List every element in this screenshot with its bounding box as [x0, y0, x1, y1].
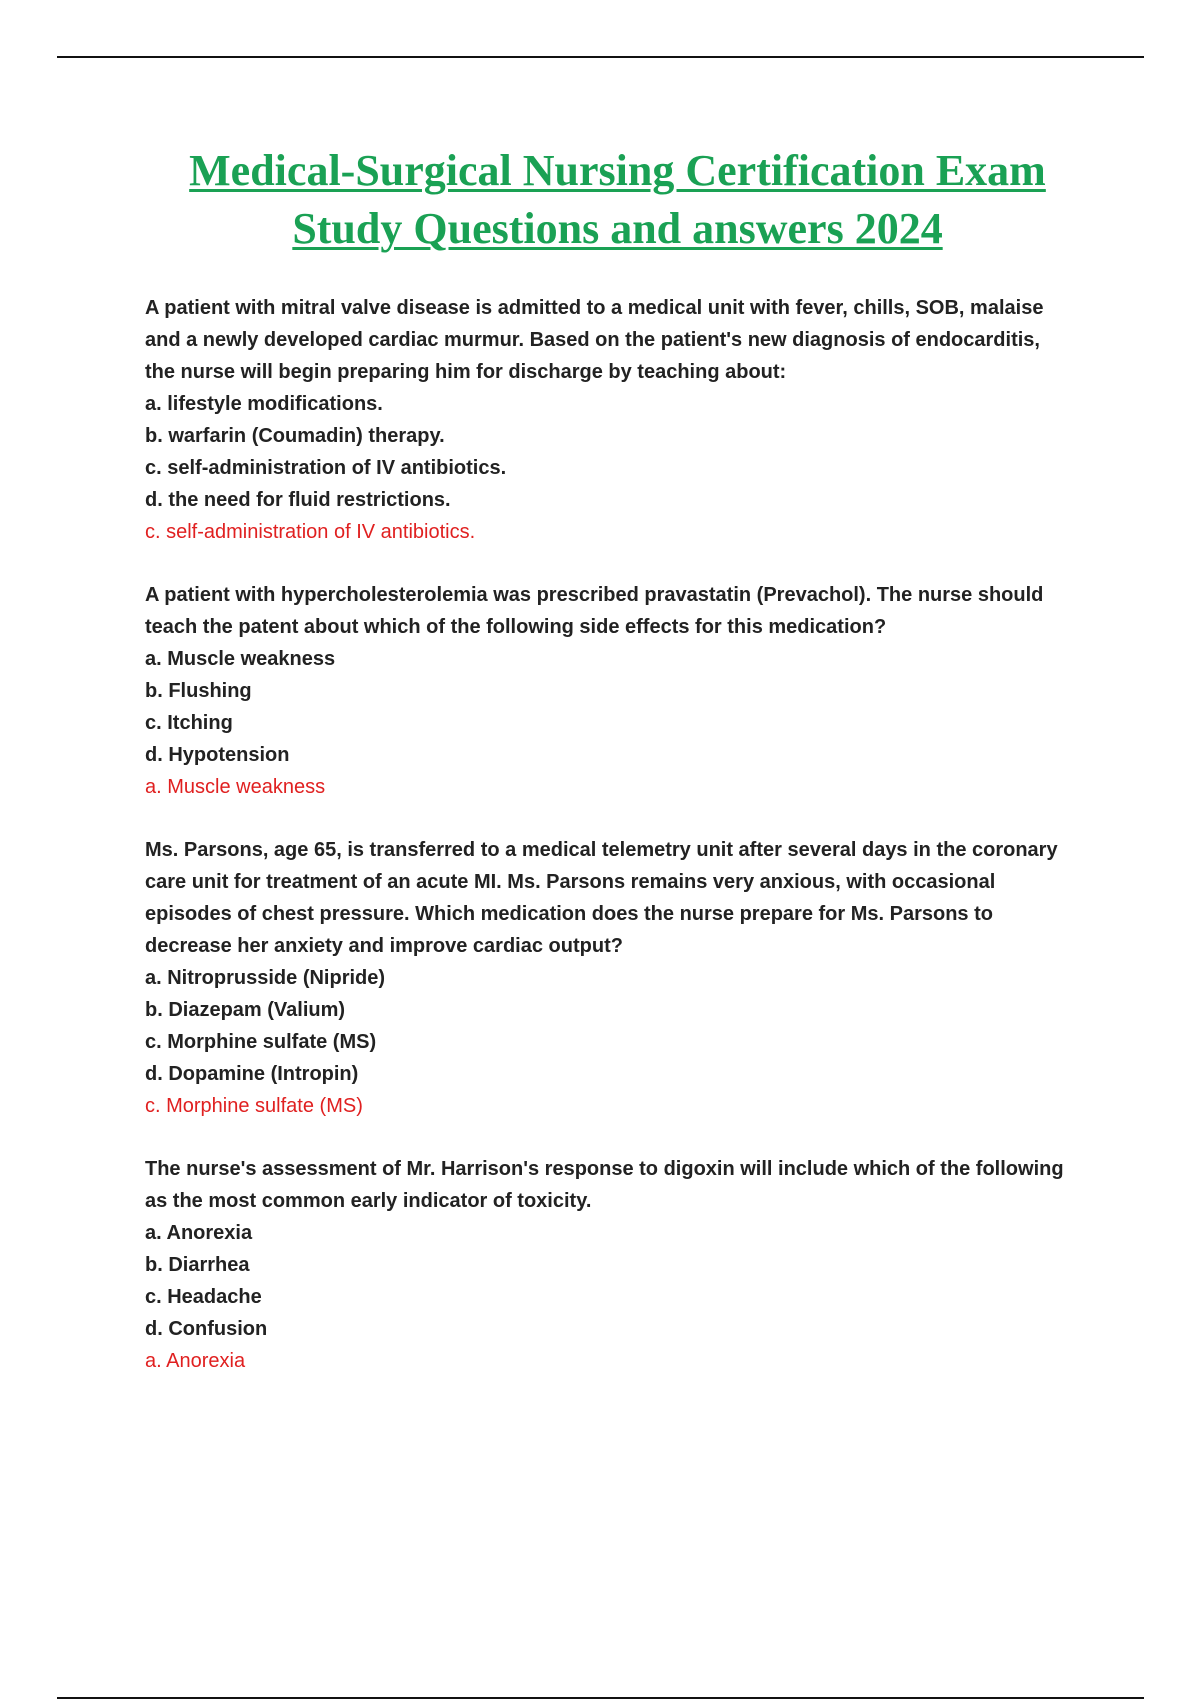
answer-text: a. Anorexia — [145, 1350, 246, 1372]
option-d: d. the need for fluid restrictions. — [145, 489, 451, 511]
question-list — [145, 292, 1065, 1408]
option-a: a. lifestyle modifications. — [145, 393, 383, 415]
option-c: c. Morphine sulfate (MS) — [145, 1031, 377, 1053]
answer-text: c. self-administration of IV antibiotics. — [145, 521, 476, 543]
question-block-3 — [145, 834, 1065, 1122]
option-b: b. warfarin (Coumadin) therapy. — [145, 425, 445, 447]
option-a: a. Nitroprusside (Nipride) — [145, 967, 386, 989]
question-block-4 — [145, 1153, 1065, 1377]
option-b: b. Diazepam (Valium) — [145, 999, 346, 1021]
option-d: d. Hypotension — [145, 744, 290, 766]
option-b: b. Diarrhea — [145, 1254, 250, 1276]
question-text: The nurse's assessment of Mr. Harrison's response to digoxin will include which of the following as the most common early indicator of toxicity. — [145, 1158, 1064, 1212]
option-list — [145, 962, 1065, 1090]
option-c: c. Itching — [145, 712, 233, 734]
question-text: A patient with hypercholesterolemia was prescribed pravastatin (Prevachol). The nurse should teach the patent about which of the following side effects for this medication? — [145, 584, 1044, 638]
option-list — [145, 643, 1065, 771]
question-text: Ms. Parsons, age 65, is transferred to a medical telemetry unit after several days in the coronary care unit for treatment of an acute MI. Ms. Parsons remains very anxious, with occasional episodes of chest pressure. Which medication does the nurse prepare for Ms. Parsons to decrease her anxiety and improve cardiac output? — [145, 839, 1058, 957]
top-rule — [57, 56, 1144, 58]
question-block-1 — [145, 292, 1065, 548]
option-a: a. Muscle weakness — [145, 648, 336, 670]
option-b: b. Flushing — [145, 680, 252, 702]
option-d: d. Dopamine (Intropin) — [145, 1063, 359, 1085]
option-c: c. Headache — [145, 1286, 262, 1308]
question-text: A patient with mitral valve disease is admitted to a medical unit with fever, chills, SOB, malaise and a newly developed cardiac murmur. Based on the patient's new diagnosis of endocarditis, the nurse will begin preparing him for discharge by teaching about: — [145, 297, 1044, 383]
bottom-rule — [57, 1697, 1144, 1699]
option-list — [145, 1217, 1065, 1345]
document-title — [120, 142, 1115, 258]
title-line-1: Medical-Surgical Nursing Certification Exam — [189, 146, 1046, 195]
question-block-2 — [145, 579, 1065, 803]
option-d: d. Confusion — [145, 1318, 268, 1340]
answer-text: a. Muscle weakness — [145, 776, 326, 798]
option-c: c. self-administration of IV antibiotics. — [145, 457, 507, 479]
title-line-2: Study Questions and answers 2024 — [292, 204, 943, 253]
answer-text: c. Morphine sulfate (MS) — [145, 1095, 363, 1117]
option-a: a. Anorexia — [145, 1222, 253, 1244]
option-list — [145, 388, 1065, 516]
